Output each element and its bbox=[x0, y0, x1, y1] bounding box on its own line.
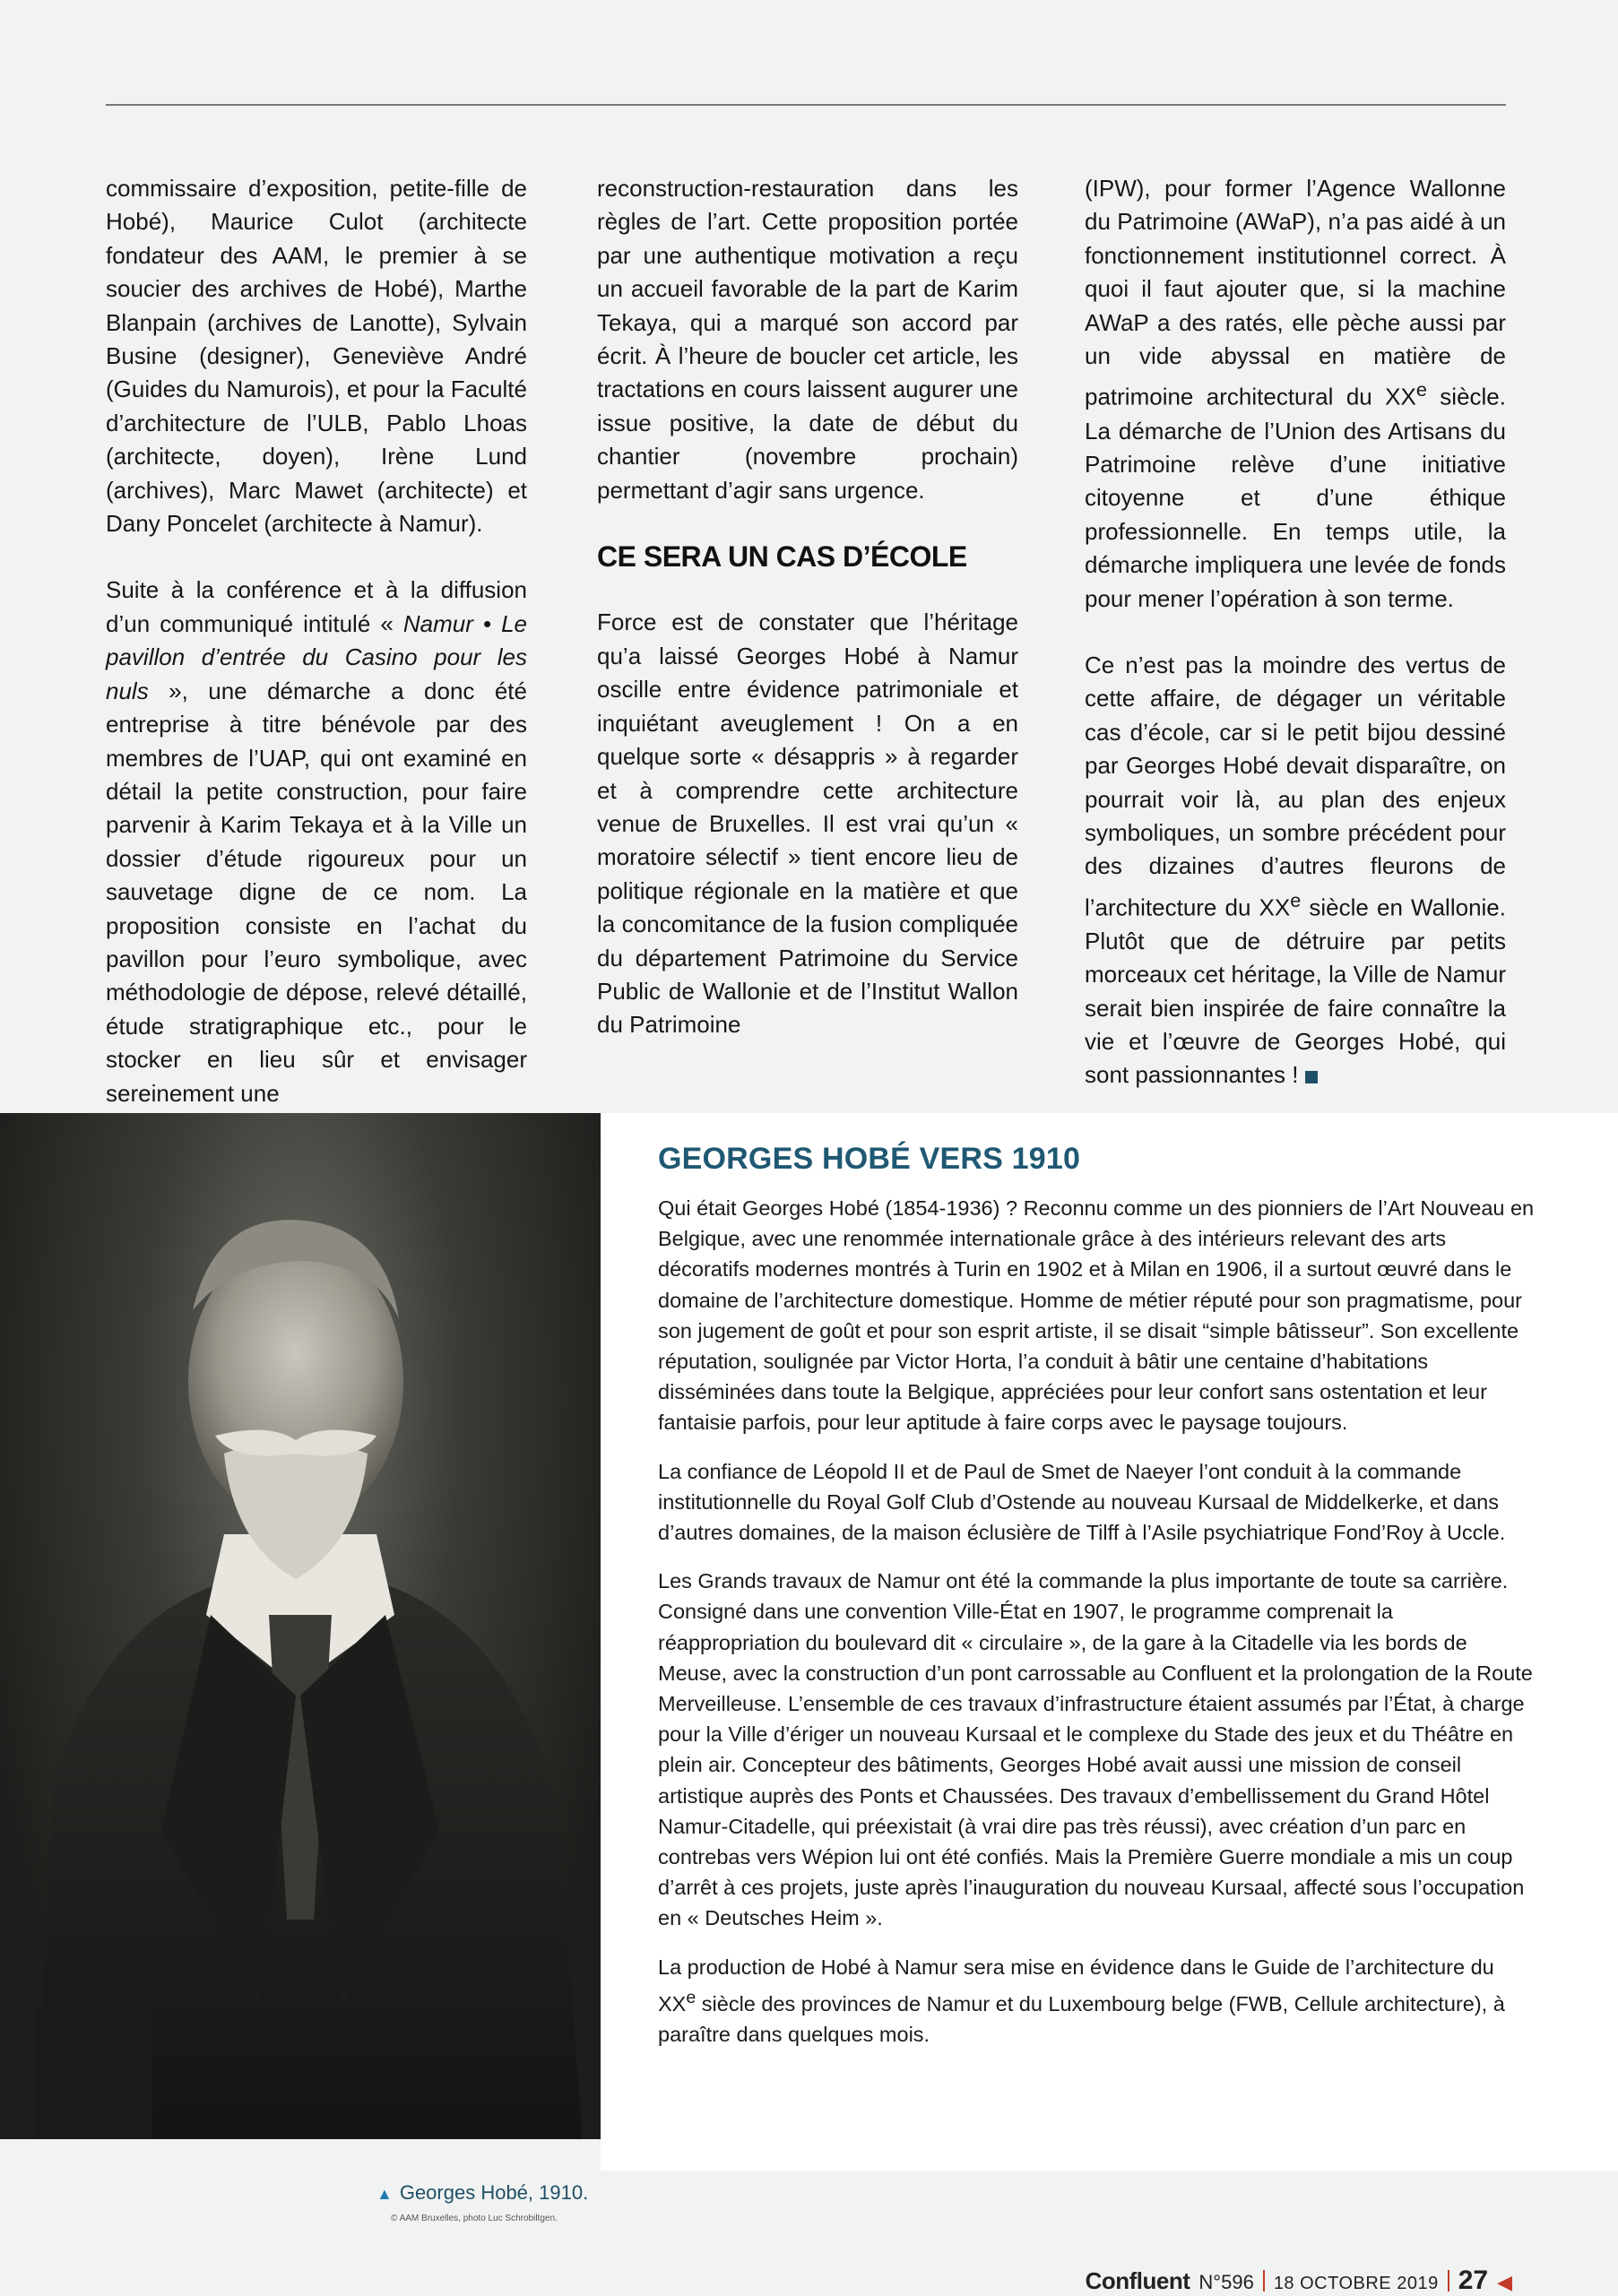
sidebar-content bbox=[658, 1142, 1536, 2067]
text: siècle. La démarche de l’Union des Artisans du Patrimoine relève d’une initiative citoyenne et d’une éthique professionnelle. En temps utile, la démarche impliquera une levée de fonds pour mener l’opération à son terme. bbox=[1085, 384, 1506, 612]
page-number: 27 bbox=[1458, 2266, 1489, 2295]
left-triangle-icon: ◀ bbox=[1497, 2271, 1512, 2293]
text: siècle en Wallonie. Plutôt que de détruire par petits morceaux cet héritage, la Ville de Namur serait bien inspirée de faire connaître la vie et l’œuvre de Georges Hobé, qui sont passionnantes ! bbox=[1085, 893, 1506, 1089]
article-column-1 bbox=[106, 172, 527, 1144]
page-footer bbox=[1086, 2266, 1512, 2296]
text: Suite à la conférence et à la diffusion d’un communiqué intitulé « bbox=[106, 576, 527, 637]
top-rule bbox=[106, 104, 1506, 106]
text: siècle des provinces de Namur et du Luxembourg belge (FWB, Cellule architecture), à paraître dans quelques mois. bbox=[658, 1991, 1505, 2046]
triangle-up-icon: ▲ bbox=[376, 2185, 393, 2203]
issue-number: N°596 bbox=[1198, 2271, 1254, 2293]
sidebar-paragraph bbox=[658, 1952, 1536, 2050]
text: La production de Hobé à Namur sera mise en évidence dans le Guide de l’architecture du XX bbox=[658, 1955, 1494, 2015]
sidebar-paragraph: Qui était Georges Hobé (1854-1936) ? Reconnu comme un des pionniers de l’Art Nouveau en Belgique, avec une renommée internationale grâce à des intérieurs relevant des arts décoratifs modernes montrés à Turin en 1902 et à Milan en 1906, il a surtout œuvré dans le domaine de l’architecture domestique. Homme de métier réputé pour son pragmatisme, pour son jugement de goût et pour son esprit artiste, il se disait “simple bâtisseur”. Son excellente réputation, soulignée par Victor Horta, l’a conduit à bâtir une centaine d’habitations disséminées dans toute la Belgique, appréciées pour leur confort sans ostentation et leur fantaisie parfois, pour leur aptitude à faire corps avec le paysage toujours. bbox=[658, 1196, 1535, 1435]
text: », une démarche a donc été entreprise à titre bénévole par des membres de l’UAP, qui ont examiné en détail la petite construction, pour faire parvenir à Karim Tekaya et à la Ville un dossier d’étude rigoureux pour un sauvetage digne de ce nom. La proposition consiste en l’achat du pavillon pour l’euro symbolique, avec méthodologie de dépose, relevé détaillé, étude stratigraphique etc., pour le stocker en lieu sûr et envisager sereinement une bbox=[106, 677, 527, 1107]
photo-credit: © AAM Bruxelles, photo Luc Schrobiltgen. bbox=[391, 2214, 558, 2223]
issue-date: 18 OCTOBRE 2019 bbox=[1273, 2274, 1439, 2293]
paragraph bbox=[1085, 172, 1506, 616]
superscript: e bbox=[1415, 378, 1427, 401]
paragraph bbox=[106, 574, 527, 1110]
footer-separator bbox=[1263, 2270, 1265, 2292]
section-heading: CE SERA UN CAS D’ÉCOLE bbox=[597, 540, 967, 574]
sidebar-box bbox=[601, 1113, 1618, 2171]
paragraph: commissaire d’exposition, petite-fille de Hobé), Maurice Culot (architecte fondateur des AAM, le premier à se soucier des archives de Hobé), Marthe Blanpain (archives de Lanotte), Sylvain Busine (designer), Geneviève André (Guides du Namurois), et pour la Faculté d’architecture de l’ULB, Pablo Lhoas (architecte, doyen), Irène Lund (archives), Marc Mawet (architecte) et Dany Poncelet (architecte à Namur). bbox=[106, 175, 527, 538]
footer-separator bbox=[1448, 2270, 1449, 2292]
article-column-3 bbox=[1085, 172, 1506, 1126]
photo-caption bbox=[376, 2181, 588, 2205]
sidebar-title: GEORGES HOBÉ VERS 1910 bbox=[658, 1142, 1081, 1176]
paragraph: Force est de constater que l’héritage qu’a laissé Georges Hobé à Namur oscille entre évidence patrimoniale et inquiétant aveuglement ! On a en quelque sorte « désappris » à regarder et à comprendre cette architecture venue de Bruxelles. Il est vrai qu’un « moratoire sélectif » tient encore lieu de politique régionale en la matière et que la concomitance de la fusion compliquée du département Patrimoine du Service Public de Wallonie et de l’Institut Wallon du Patrimoine bbox=[597, 609, 1018, 1039]
paragraph bbox=[1085, 649, 1506, 1092]
article-column-2 bbox=[597, 172, 1018, 1075]
paragraph: reconstruction-restauration dans les règles de l’art. Cette proposition portée par une authentique motivation a reçu un accueil favorable de la part de Karim Tekaya, qui a marqué son accord par écrit. À l’heure de boucler cet article, les tractations en cours laissent augurer une issue positive, la date de début du chantier (novembre prochain) permettant d’agir sans urgence. bbox=[597, 175, 1018, 504]
quoted-title: Namur • Le pavillon d’entrée du Casino pour les nuls bbox=[106, 609, 528, 704]
magazine-logo: Confluent bbox=[1085, 2267, 1190, 2294]
portrait-photo bbox=[0, 1113, 601, 2139]
caption-text: Georges Hobé, 1910. bbox=[399, 2181, 589, 2204]
portrait-illustration bbox=[0, 1113, 601, 2139]
superscript: e bbox=[686, 1987, 697, 2007]
sidebar-paragraph: Les Grands travaux de Namur ont été la commande la plus importante de toute sa carrière. Consigné dans une convention Ville-État en 1907, le programme comprenait la réappropriation du boulevard dit « circulaire », de la gare à la Citadelle via les bords de Meuse, avec la construction d’un pont carrossable au Confluent et la prolongation de la Route Merveilleuse. L’ensemble de ces travaux d’infrastructure étaient assumés par l’État, à charge pour la Ville d’ériger un nouveau Kursaal et le complexe du Stade des jeux et du Théâtre en plein air. Concepteur des bâtiments, Georges Hobé avait aussi une mission de conseil artistique auprès des Ponts et Chaussées. Des travaux d’embellissement du Grand Hôtel Namur-Citadelle, qui préexistait (à vrai dire pas très réussi), avec création d’un parc en contrebas vers Wépion lui ont été confiés. Mais la Première Guerre mondiale a mis un coup d’arrêt à ces projets, juste après l’inauguration du nouveau Kursaal, affecté sous l’occupation en « Deutsches Heim ». bbox=[658, 1569, 1533, 1930]
text: (IPW), pour former l’Agence Wallonne du Patrimoine (AWaP), n’a pas aidé à un fonctionnement institutionnel correct. À quoi il faut ajouter que, si la machine AWaP a des ratés, elle pèche aussi par un vide abyssal en matière de patrimoine architectural du XX bbox=[1085, 175, 1506, 411]
sidebar-paragraph: La confiance de Léopold II et de Paul de Smet de Naeyer l’ont conduit à la commande institutionnelle du Royal Golf Club d’Ostende au nouveau Kursaal de Middelkerke, et dans d’autres domaines, de la maison éclusière de Tilff à l’Asile psychiatrique Fond’Roy à Uccle. bbox=[658, 1459, 1506, 1545]
superscript: e bbox=[1290, 888, 1302, 911]
end-square-icon bbox=[1305, 1071, 1318, 1083]
text: Ce n’est pas la moindre des vertus de cette affaire, de dégager un véritable cas d’école, car si le petit bijou dessiné par Georges Hobé devait disparaître, on pourrait voir là, au plan des enjeux symboliques, un sombre précédent pour des dizaines d’autres fleurons de l’architecture du XX bbox=[1085, 651, 1506, 921]
